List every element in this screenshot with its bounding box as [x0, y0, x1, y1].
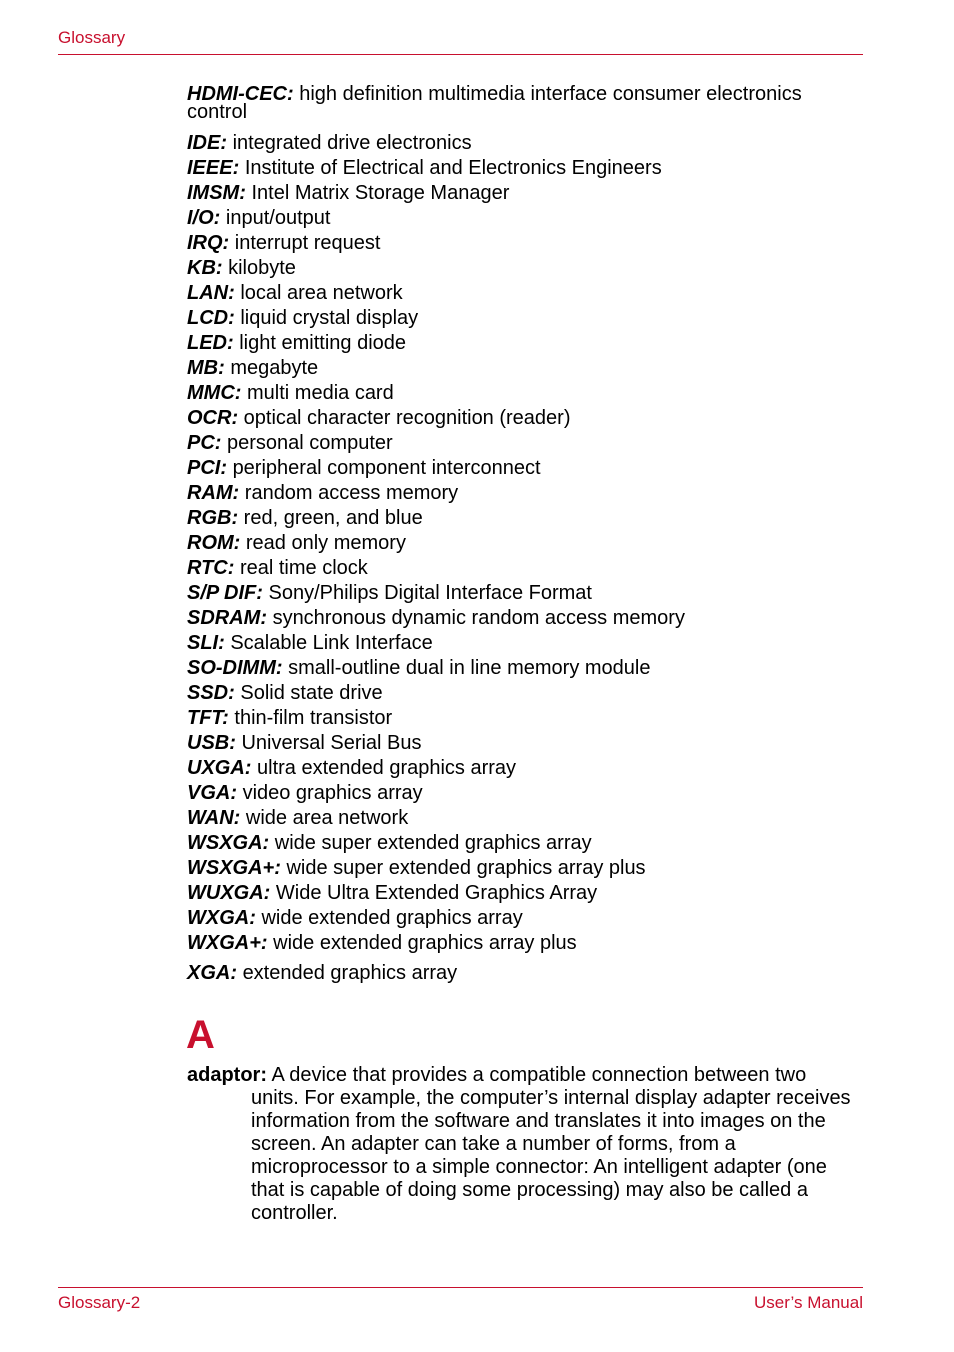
abbreviation-entry [187, 256, 863, 281]
abbreviation-term: IRQ: [187, 232, 230, 254]
abbreviation-entry [187, 206, 863, 231]
abbreviation-entry [187, 706, 863, 731]
abbreviation-term: TFT: [187, 707, 229, 729]
abbreviation-term: UXGA: [187, 757, 252, 779]
abbreviation-term: WXGA: [187, 907, 256, 929]
abbreviation-entry [187, 656, 863, 681]
abbreviation-description: ultra extended graphics array [257, 757, 517, 779]
abbreviation-description: kilobyte [228, 257, 296, 279]
abbreviation-entry [187, 156, 863, 181]
abbreviation-entry [187, 331, 863, 356]
abbreviation-entry [187, 806, 863, 831]
abbreviation-description: red, green, and blue [243, 507, 423, 529]
running-header: Glossary [58, 28, 126, 47]
abbreviation-term: OCR: [187, 407, 239, 429]
abbreviation-entry [187, 606, 863, 631]
abbreviation-entry [187, 906, 863, 931]
page-number: Glossary-2 [58, 1293, 141, 1312]
footer-divider [58, 1287, 863, 1288]
abbreviation-description: Institute of Electrical and Electronics Engineers [244, 157, 662, 179]
abbreviation-entry [187, 881, 863, 906]
abbreviation-entry [187, 381, 863, 406]
abbreviation-description: video graphics array [242, 782, 423, 804]
abbreviation-description: megabyte [230, 357, 319, 379]
abbreviation-description: multi media card [247, 382, 394, 404]
abbreviation-description: small-outline dual in line memory module [288, 657, 651, 679]
abbreviation-description: Solid state drive [240, 682, 383, 704]
abbreviation-entry [187, 781, 863, 806]
abbreviation-term: KB: [187, 257, 223, 279]
abbreviation-term: VGA: [187, 782, 237, 804]
abbreviation-description: extended graphics array [242, 962, 458, 984]
abbreviation-description: optical character recognition (reader) [243, 407, 571, 429]
abbreviation-description: input/output [225, 207, 331, 229]
abbreviation-term: LCD: [187, 307, 235, 329]
abbreviation-term: I/O: [187, 207, 221, 229]
definition-entry [187, 1064, 863, 1225]
abbreviation-entry [187, 456, 863, 481]
abbreviation-description: light emitting diode [239, 332, 407, 354]
abbreviation-description: high definition multimedia interface consumer electronics control [187, 83, 802, 123]
abbreviation-description: wide super extended graphics array [274, 832, 592, 854]
abbreviation-description: synchronous dynamic random access memory [272, 607, 685, 629]
abbreviation-term: SLI: [187, 632, 225, 654]
abbreviation-entry [187, 631, 863, 656]
abbreviation-description: local area network [240, 282, 403, 304]
section-letter-heading: A [186, 1013, 215, 1057]
abbreviation-entry [187, 481, 863, 506]
abbreviation-term: IMSM: [187, 182, 246, 204]
abbreviation-entry [187, 181, 863, 206]
abbreviation-term: RTC: [187, 557, 235, 579]
abbreviation-term: LED: [187, 332, 234, 354]
abbreviation-term: XGA: [187, 962, 237, 984]
abbreviation-description: wide extended graphics array plus [273, 932, 577, 954]
abbreviation-entry [187, 681, 863, 706]
abbreviation-description: wide super extended graphics array plus [286, 857, 646, 879]
abbreviation-term: WAN: [187, 807, 241, 829]
abbreviation-term: RAM: [187, 482, 240, 504]
abbreviation-description: interrupt request [234, 232, 381, 254]
abbreviation-list [187, 85, 863, 986]
abbreviation-description: read only memory [245, 532, 406, 554]
abbreviation-term: MB: [187, 357, 225, 379]
abbreviation-entry [187, 931, 863, 956]
definition-term: adaptor: [187, 1064, 267, 1086]
abbreviation-entry [187, 731, 863, 756]
abbreviation-term: ROM: [187, 532, 241, 554]
abbreviation-description: wide area network [245, 807, 409, 829]
abbreviation-term: SO-DIMM: [187, 657, 283, 679]
abbreviation-description: liquid crystal display [240, 307, 419, 329]
abbreviation-entry [187, 531, 863, 556]
abbreviation-entry [187, 431, 863, 456]
abbreviation-entry [187, 356, 863, 381]
abbreviation-entry [187, 406, 863, 431]
manual-title: User’s Manual [754, 1293, 863, 1312]
abbreviation-term: LAN: [187, 282, 235, 304]
abbreviation-description: Scalable Link Interface [230, 632, 433, 654]
abbreviation-term: PCI: [187, 457, 227, 479]
abbreviation-description: Universal Serial Bus [241, 732, 422, 754]
abbreviation-entry [187, 85, 863, 121]
abbreviation-description: random access memory [244, 482, 459, 504]
abbreviation-description: integrated drive electronics [232, 132, 472, 154]
header-divider [58, 54, 863, 55]
abbreviation-entry [187, 306, 863, 331]
abbreviation-description: wide extended graphics array [261, 907, 523, 929]
abbreviation-description: Intel Matrix Storage Manager [251, 182, 510, 204]
definition-body: units. For example, the computer’s internal display adapter receives information from the software and translates it into images on the screen. An adapter can take a number of forms, from a microprocessor to a simple connector: An intelligent adapter (one that is capable of doing some processing) may also be called a controller. [251, 1087, 851, 1224]
abbreviation-entry [187, 506, 863, 531]
abbreviation-term: WSXGA+: [187, 857, 281, 879]
abbreviation-term: WXGA+: [187, 932, 268, 954]
abbreviation-term: MMC: [187, 382, 242, 404]
abbreviation-entry [187, 281, 863, 306]
abbreviation-description: Wide Ultra Extended Graphics Array [275, 882, 598, 904]
abbreviation-term: IDE: [187, 132, 227, 154]
abbreviation-entry [187, 131, 863, 156]
abbreviation-entry [187, 831, 863, 856]
abbreviation-term: HDMI-CEC: [187, 83, 294, 105]
abbreviation-description: thin-film transistor [234, 707, 393, 729]
abbreviation-entry [187, 581, 863, 606]
abbreviation-entry [187, 231, 863, 256]
abbreviation-entry [187, 556, 863, 581]
abbreviation-term: S/P DIF: [187, 582, 263, 604]
abbreviation-description: personal computer [227, 432, 393, 454]
abbreviation-term: USB: [187, 732, 236, 754]
abbreviation-term: SSD: [187, 682, 235, 704]
abbreviation-term: WSXGA: [187, 832, 270, 854]
definition-first-line: A device that provides a compatible connection between two [271, 1064, 807, 1086]
abbreviation-description: peripheral component interconnect [232, 457, 541, 479]
abbreviation-entry [187, 756, 863, 781]
abbreviation-entry [187, 856, 863, 881]
abbreviation-term: RGB: [187, 507, 239, 529]
abbreviation-entry [187, 961, 863, 986]
abbreviation-term: IEEE: [187, 157, 240, 179]
abbreviation-description: real time clock [239, 557, 368, 579]
abbreviation-term: WUXGA: [187, 882, 271, 904]
abbreviation-description: Sony/Philips Digital Interface Format [268, 582, 592, 604]
abbreviation-term: PC: [187, 432, 222, 454]
abbreviation-term: SDRAM: [187, 607, 267, 629]
